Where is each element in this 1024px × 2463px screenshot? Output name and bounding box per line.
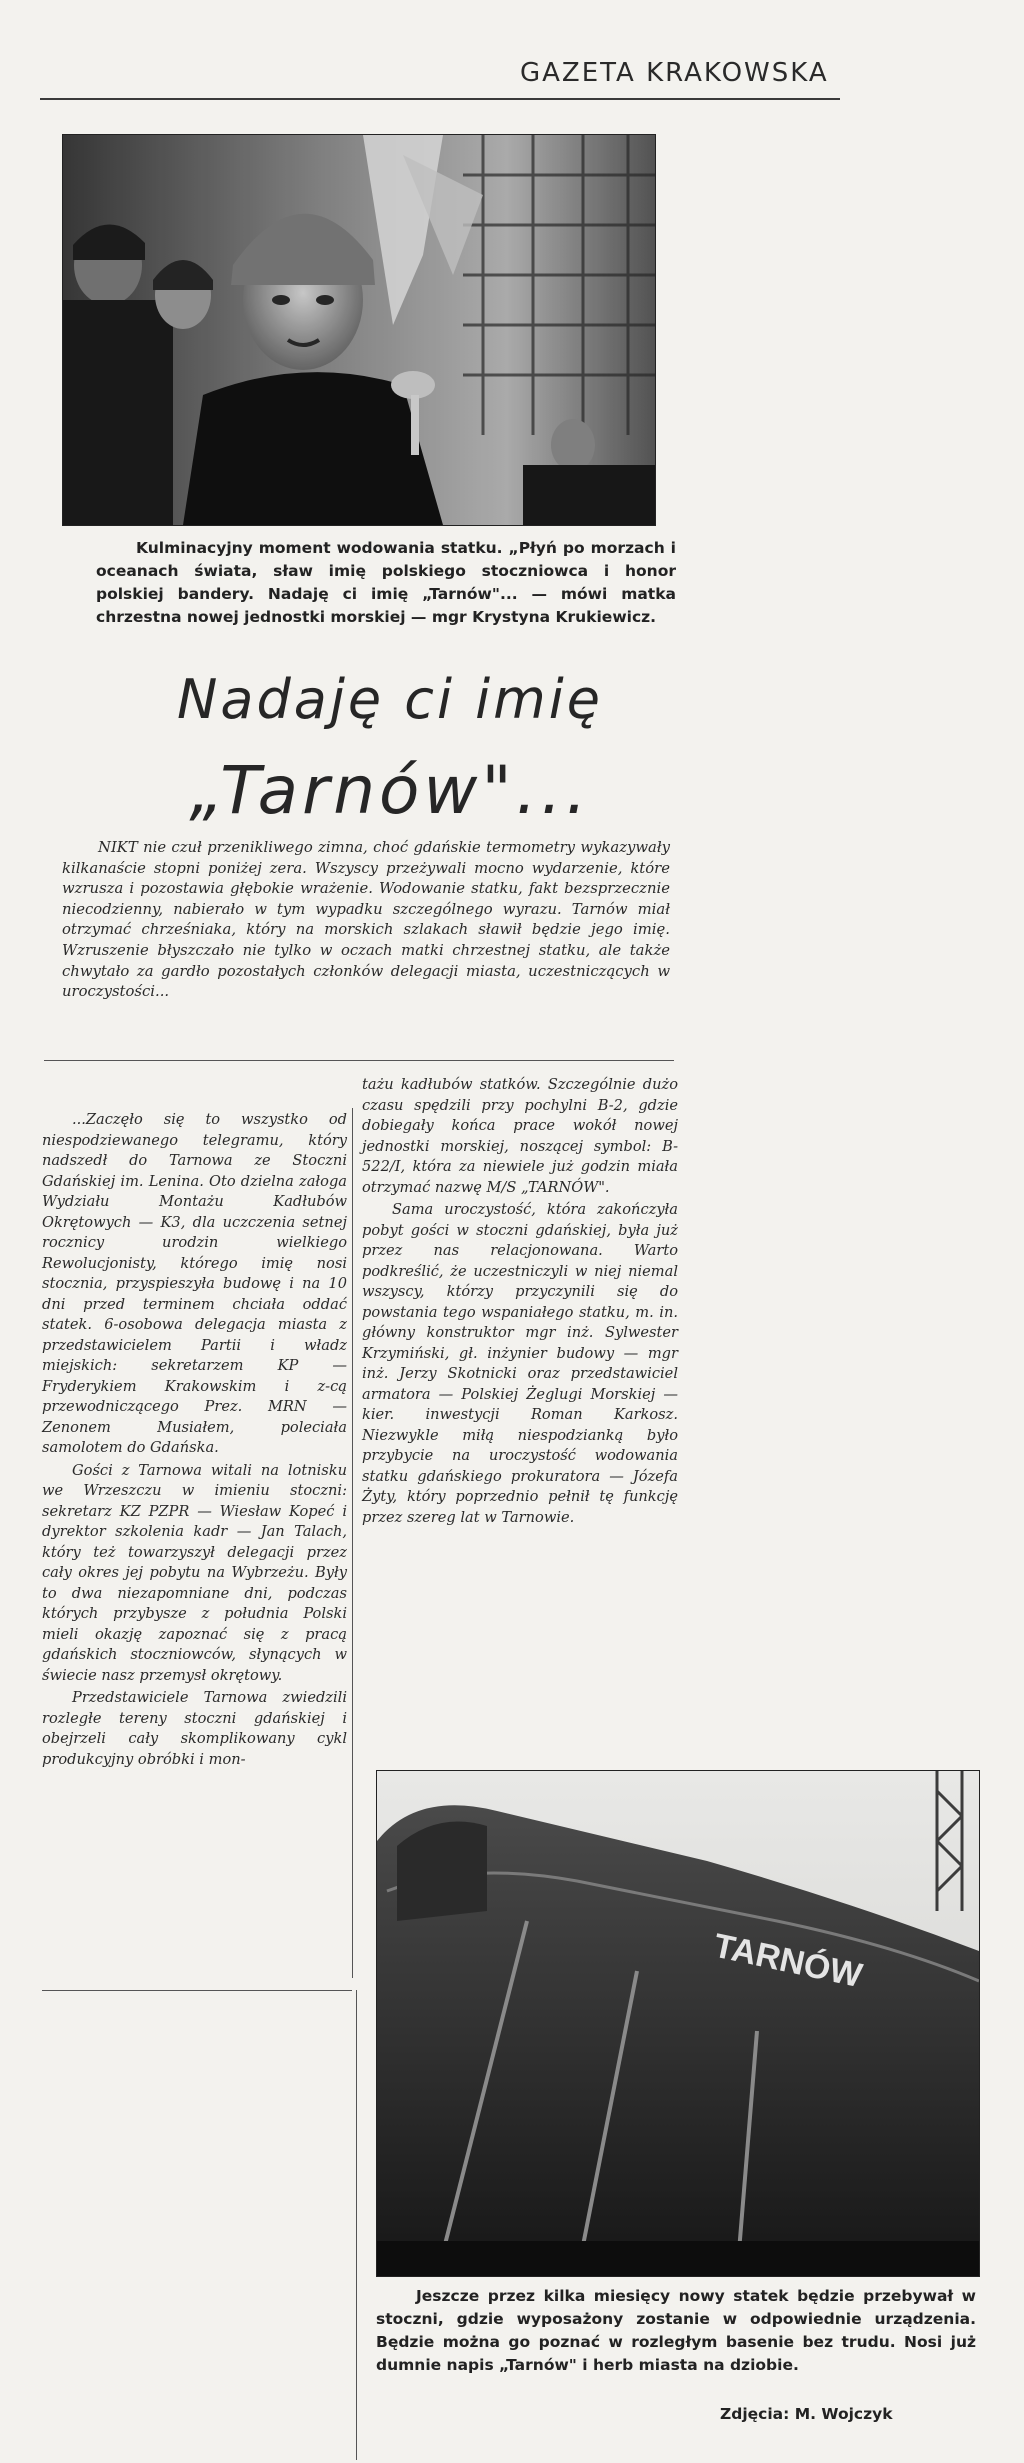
lower-column-divider [356,1990,357,2460]
headline-line-1: Nadaję ci imię [177,668,603,731]
photo-caption: Kulminacyjny moment wodowania statku. „Płyń po morzach i oceanach świata, sław imię polskiego stoczniowca i honor polskiej bandery. Nadaję ci imię „Tarnów"... — mówi matka chrzestna nowej jednostki morskiej — mgr Krystyna Krukiewicz. [96,539,676,626]
column-end-rule [42,1990,352,1991]
article-lead: NIKT nie czuł przenikliwego zimna, choć gdańskie termometry wykazywały kilkanaście stopni poniżej zera. Wszyscy przeżywali mocno wydarzenie, które wzrusza i pozostawia głębokie wrażenie. Wodowanie statku, fakt bezsprzecznie niecodzienny, nabierało w tym wypadku szczególnego wyrazu. Tarnów miał otrzymać chrześniaka, który na morskich szlakach sławił będzie jego imię. Wzruszenie błyszczało nie tylko w oczach matki chrzestnej statku, ale także chwytało za gardło pozostałych członków delegacji miasta, uczestniczących w uroczystości... [62,839,670,1001]
column-divider [352,1108,353,1978]
ship-photo-caption: Jeszcze przez kilka miesięcy nowy statek będzie przebywał w stoczni, gdzie wyposażony zostanie w odpowiednie urządzenia. Będzie można go poznać w rozległym basenie bez trudu. Nosi już dumnie napis „Tarnów" i herb miasta na dziobie. [376,2287,976,2374]
ship-hull-photo [376,1770,980,2277]
column-1-paragraph: ...Zaczęło się to wszystko od niespodziewanego telegramu, który nadszedł do Tarnowa ze Stoczni Gdańskiej im. Lenina. Oto dzielna załoga Wydziału Montażu Kadłubów Okrętowych — K3, dla uczczenia setnej rocznicy urodzin wielkiego Rewolucjonisty, którego imię nosi stocznia, przyspieszyła budowę i na 10 dni przed terminem chciała oddać statek. 6-osobowa delegacja miasta z przedstawicielem Partii i władz miejskich: sekretarzem KP — Fryderykiem Krakowskim i z-cą przewodniczącego Prez. MRN — Zenonem Musiałem, poleciała samolotem do Gdańska. [42,1111,347,1456]
column-2-paragraph: Sama uroczystość, która zakończyła pobyt gości w stoczni gdańskiej, była już przez nas relacjonowana. Warto podkreślić, że uczestniczyli w niej niemal wszyscy, którzy przyczynili się do powstania tego wspaniałego statku, m. in. główny konstruktor mgr inż. Sylwester Krzymiński, gł. inżynier budowy — mgr inż. Jerzy Skotnicki oraz przedstawiciel armatora — Polskiej Żeglugi Morskiej — kier. inwestycji Roman Karkosz. Niezwykle miłą niespodzianką było przybycie na uroczystość wodowania statku gdańskiego prokuratora — Józefa Żyty, który poprzednio pełnił tę funkcję przez szereg lat w Tarnowie. [362,1201,678,1526]
column-2-paragraph: tażu kadłubów statków. Szczególnie dużo czasu spędzili przy pochylni B-2, gdzie dobiegały końca prace wokół nowej jednostki morskiej, noszącej symbol: B-522/I, która za niewiele już godzin miała otrzymać nazwę M/S „TARNÓW". [362,1076,678,1196]
column-1-paragraph: Przedstawiciele Tarnowa zwiedzili rozległe tereny stoczni gdańskiej i obejrzeli cały skomplikowany cykl produkcyjny obróbki i mon- [42,1689,347,1768]
headline-line-2: „Tarnów"... [189,752,591,829]
masthead: GAZETA KRAKOWSKA [520,58,829,88]
ship-name-label: TARNÓW [710,1926,866,1996]
column-1-paragraph: Gości z Tarnowa witali na lotnisku we Wrzeszczu w imieniu stoczni: sekretarz KZ PZPR — Wiesław Kopeć i dyrektor szkolenia kadr — Jan Talach, który też towarzyszył delegacji przez cały okres jej pobytu na Wybrzeżu. Były to dwa niezapomniane dni, podczas których przybysze z południa Polski mieli okazję zapoznać się z pracą gdańskich stoczniowców, słynących w świecie nasz przemysł okrętowy. [42,1461,347,1684]
article-column-1 [42,1110,347,1772]
launch-ceremony-photo [62,134,656,526]
launch-ceremony-photo-graphic [63,135,655,525]
photo-credit: Zdjęcia: M. Wojczyk [720,2405,893,2423]
masthead-rule [40,98,840,100]
article-column-2 [362,1075,678,1530]
lead-divider [44,1060,674,1061]
ship-hull-photo-graphic [377,1771,979,2276]
